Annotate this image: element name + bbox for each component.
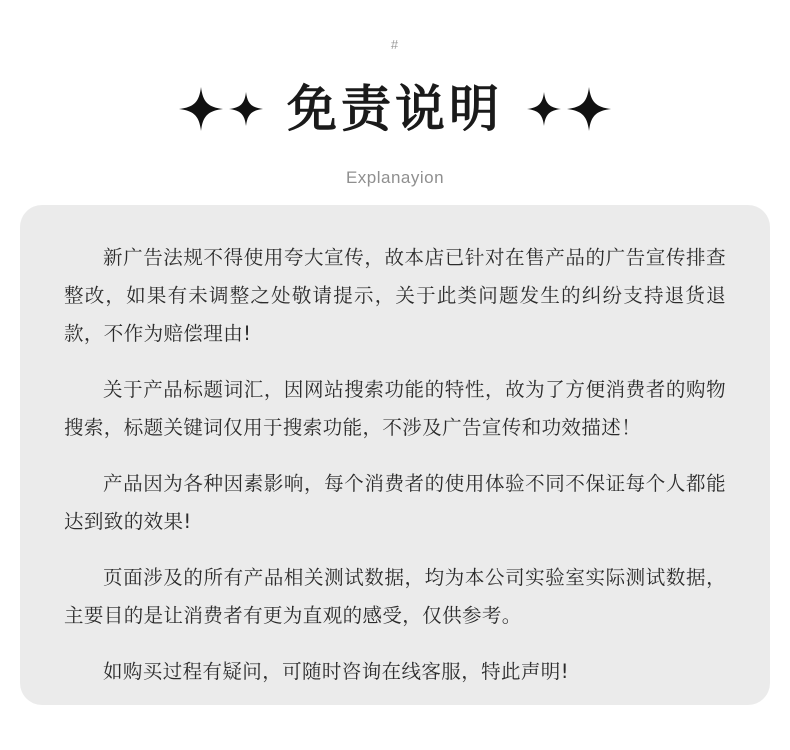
right-sparkle-group	[527, 87, 611, 131]
disclaimer-card	[20, 205, 770, 705]
sparkle-icon	[229, 92, 263, 126]
disclaimer-paragraph: 关于产品标题词汇，因网站搜索功能的特性，故为了方便消费者的购物搜索，标题关键词仅用于搜索功能，不涉及广告宣传和功效描述！	[64, 378, 726, 440]
left-sparkle-group	[179, 87, 263, 131]
sparkle-icon	[527, 92, 561, 126]
hash-mark: #	[390, 37, 400, 52]
disclaimer-paragraph: 如购买过程有疑问，可随时咨询在线客服，特此声明!	[103, 660, 569, 684]
disclaimer-paragraph: 新广告法规不得使用夸大宣传，故本店已针对在售产品的广告宣传排查整改，如果有未调整之处敬请提示，关于此类问题发生的纠纷支持退货退款，不作为赔偿理由!	[64, 246, 726, 346]
sparkle-icon	[567, 87, 611, 131]
page-title: 免责说明	[287, 80, 503, 138]
title-row	[0, 72, 790, 146]
sparkle-icon	[179, 87, 223, 131]
disclaimer-paragraph: 页面涉及的所有产品相关测试数据，均为本公司实验室实际测试数据，主要目的是让消费者有更为直观的感受，仅供参考。	[64, 566, 726, 628]
disclaimer-paragraph: 产品因为各种因素影响，每个消费者的使用体验不同不保证每个人都能达到致的效果!	[64, 472, 726, 534]
page-subtitle: Explanayion	[345, 168, 445, 187]
